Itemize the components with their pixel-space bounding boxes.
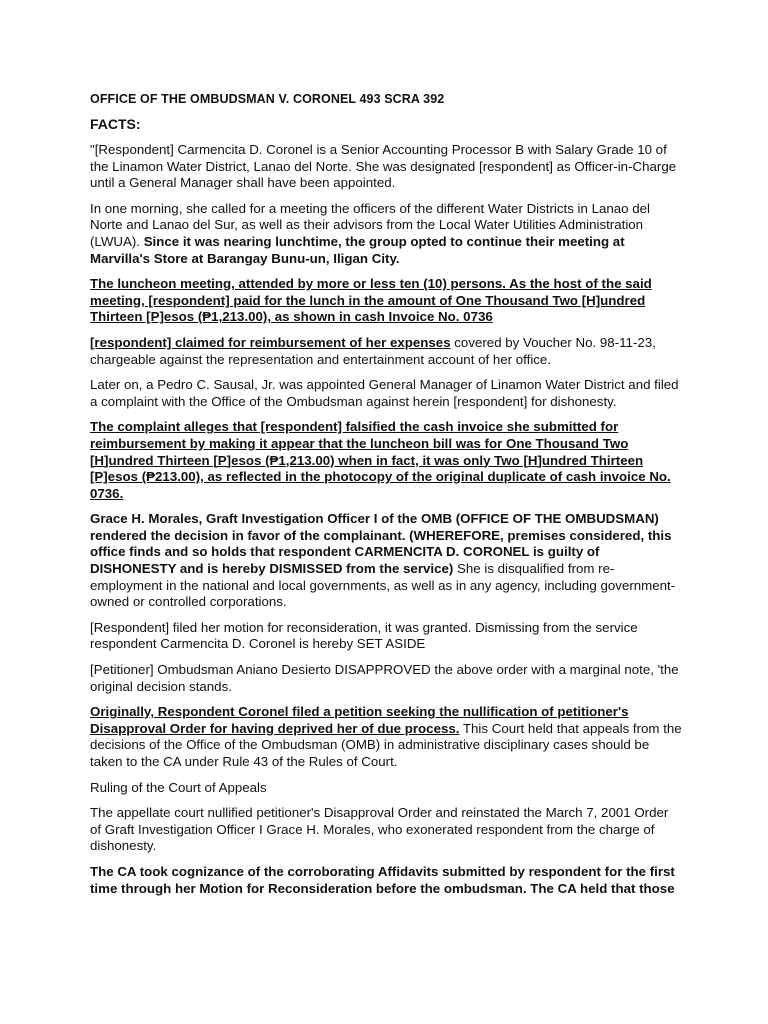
paragraph-8 xyxy=(90,620,682,653)
paragraph-10 xyxy=(90,704,682,770)
paragraph-text: [Petitioner] Ombudsman Aniano Desierto DISAPPROVED the above order with a marginal note, 'the original decision stands. xyxy=(90,662,679,694)
paragraph-2 xyxy=(90,201,682,267)
paragraph-text: covered by Voucher No. 98-11-23, chargeable against the representation and entertainment account of her office. xyxy=(90,334,656,367)
paragraph-bold-underlined-text: The luncheon meeting, attended by more or less ten (10) persons. As the host of the said meeting, [respondent] paid for the lunch in the amount of One Thousand Two [H]undred Thirteen [P]esos (₱1,213.00), as shown in cash Invoice No. 0736 xyxy=(90,276,652,325)
paragraph-text: [Respondent] filed her motion for reconsideration, it was granted. Dismissing from the service respondent Carmencita D. Coronel is hereby SET ASIDE xyxy=(90,619,638,652)
paragraph-bold-underlined-text: The complaint alleges that [respondent] falsified the cash invoice she submitted for reimbursement by making it appear that the luncheon bill was for One Thousand Two [H]undred Thirteen [P]esos (₱1,213.00) when in fact, it was only Two [H]undred Thirteen [P]esos (₱213.00), as reflected in the photocopy of the original duplicate of cash invoice No. 0736. xyxy=(90,419,671,501)
section-subheading: Ruling of the Court of Appeals xyxy=(90,779,267,795)
paragraph-7 xyxy=(90,511,682,611)
paragraph-11 xyxy=(90,780,682,797)
paragraph-text: Later on, a Pedro C. Sausal, Jr. was appointed General Manager of Linamon Water District and filed a complaint with the Office of the Ombudsman against herein [respondent] for dishonesty. xyxy=(90,377,679,409)
paragraph-bold-underlined-text: Originally, Respondent Coronel filed a petition seeking the nullification of petitioner's Disapproval Order for having deprived her of due process. xyxy=(90,704,629,736)
paragraph-text: "[Respondent] Carmencita D. Coronel is a Senior Accounting Processor B with Salary Grade 10 of the Linamon Water District, Lanao del Norte. She was designated [respondent] as Officer-in-Charge until a General Manager shall have been appointed. xyxy=(90,142,677,191)
paragraph-1 xyxy=(90,142,682,192)
paragraph-4 xyxy=(90,335,682,368)
paragraph-bold-text: Since it was nearing lunchtime, the group opted to continue their meeting at Marvilla's Store at Barangay Bunu-un, Iligan City. xyxy=(90,233,625,266)
paragraph-text: This Court held that appeals from the decisions of the Office of the Ombudsman (OMB) in administrative disciplinary cases should be taken to the CA under Rule 43 of the Rules of Court. xyxy=(90,720,682,769)
paragraph-9 xyxy=(90,662,682,695)
paragraph-bold-text: Grace H. Morales, Graft Investigation Officer I of the OMB (OFFICE OF THE OMBUDSMAN) rendered the decision in favor of the complainant. (WHEREFORE, premises considered, this office finds and so holds that respondent CARMENCITA D. CORONEL is guilty of DISHONESTY and is hereby DISMISSED from the service) xyxy=(90,511,672,577)
paragraph-text: In one morning, she called for a meeting the officers of the different Water Districts in Lanao del Norte and Lanao del Sur, as well as their advisors from the Local Water Utilities Administration (LWUA). xyxy=(90,200,651,249)
paragraph-text: The appellate court nullified petitioner's Disapproval Order and reinstated the March 7, 2001 Order of Graft Investigation Officer I Grace H. Morales, who exonerated respondent from the charge of dishonesty. xyxy=(90,805,669,854)
paragraph-5 xyxy=(90,377,682,410)
document-page xyxy=(90,92,682,906)
facts-heading: FACTS: xyxy=(90,116,141,132)
paragraph-3 xyxy=(90,276,682,326)
paragraph-bold-underlined-text: [respondent] claimed for reimbursement of her expenses xyxy=(90,334,451,350)
paragraph-bold-text: The CA took cognizance of the corroborating Affidavits submitted by respondent for the first time through her Motion for Reconsideration before the ombudsman. The CA held that those xyxy=(90,863,675,896)
paragraph-text: She is disqualified from re-employment in the national and local governments, as well as in any agency, including government-owned or controlled corporations. xyxy=(90,561,676,610)
paragraph-13 xyxy=(90,864,682,897)
paragraph-12 xyxy=(90,805,682,855)
paragraph-6 xyxy=(90,419,682,502)
document-title: OFFICE OF THE OMBUDSMAN V. CORONEL 493 SCRA 392 xyxy=(90,92,445,106)
